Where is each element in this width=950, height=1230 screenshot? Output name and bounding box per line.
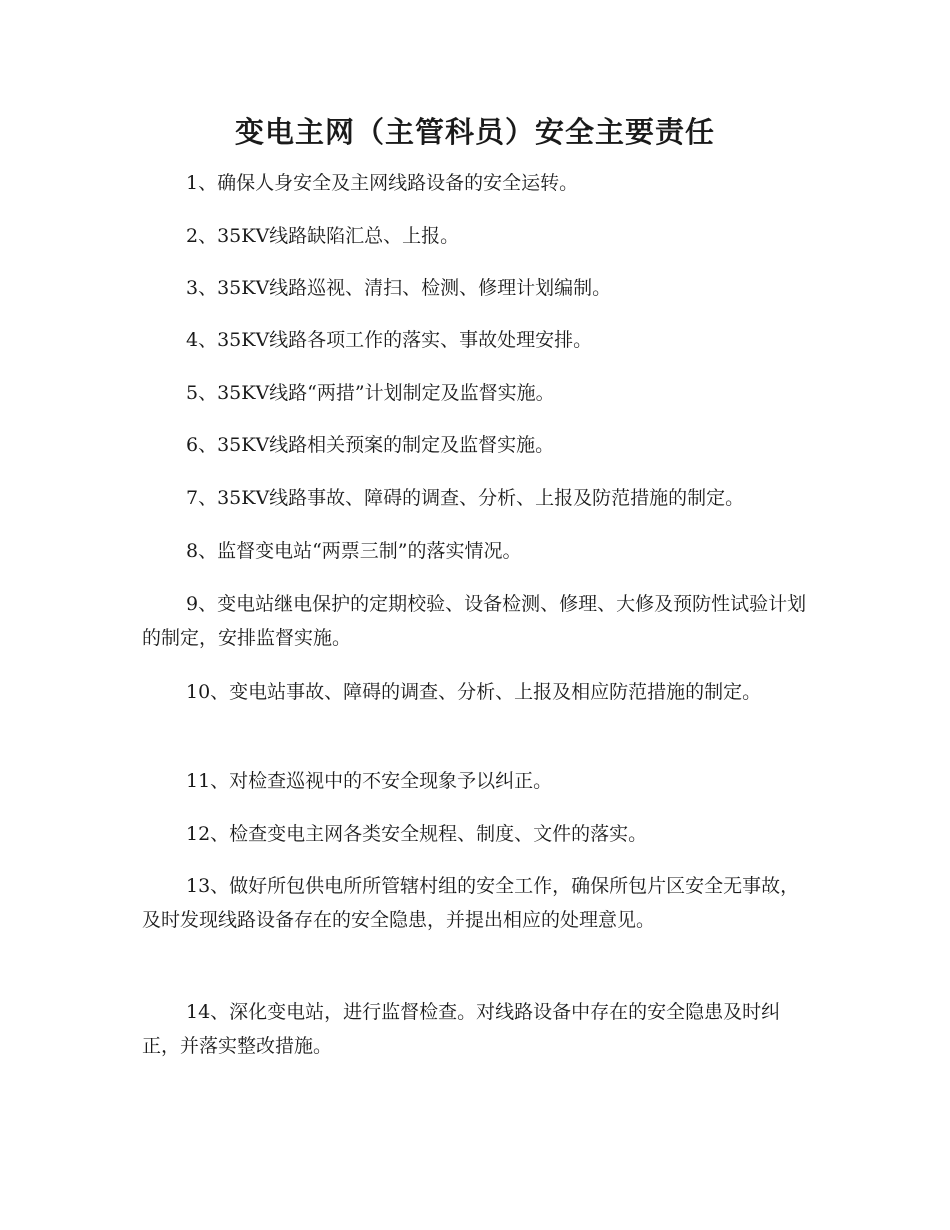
list-item-1: 1、确保人身安全及主网线路设备的安全运转。 [186, 172, 579, 194]
list-item-11: 11、对检查巡视中的不安全现象予以纠正。 [186, 770, 553, 792]
list-item-5: 5、35KV线路“两措”计划制定及监督实施。 [186, 382, 555, 404]
list-item-8: 8、监督变电站“两票三制”的落实情况。 [186, 540, 522, 562]
list-item-2: 2、35KV线路缺陷汇总、上报。 [186, 225, 460, 247]
list-item-6: 6、35KV线路相关预案的制定及监督实施。 [186, 434, 555, 456]
list-item-14: 14、深化变电站，进行监督检查。对线路设备中存在的安全隐患及时纠正，并落实整改措施。 [142, 1001, 781, 1057]
list-item-7: 7、35KV线路事故、障碍的调查、分析、上报及防范措施的制定。 [186, 487, 745, 509]
list-item-12: 12、检查变电主网各类安全规程、制度、文件的落实。 [186, 823, 648, 845]
list-item-13: 13、做好所包供电所所管辖村组的安全工作，确保所包片区安全无事故，及时发现线路设备存在的安全隐患，并提出相应的处理意见。 [142, 875, 800, 931]
page-title: 变电主网（主管科员）安全主要责任 [234, 115, 715, 149]
list-item-4: 4、35KV线路各项工作的落实、事故处理安排。 [186, 329, 593, 351]
list-item-9: 9、变电站继电保护的定期校验、设备检测、修理、大修及预防性试验计划的制定，安排监督实施。 [142, 593, 807, 649]
list-item-3: 3、35KV线路巡视、清扫、检测、修理计划编制。 [186, 277, 612, 299]
list-item-10: 10、变电站事故、障碍的调查、分析、上报及相应防范措施的制定。 [186, 681, 762, 703]
